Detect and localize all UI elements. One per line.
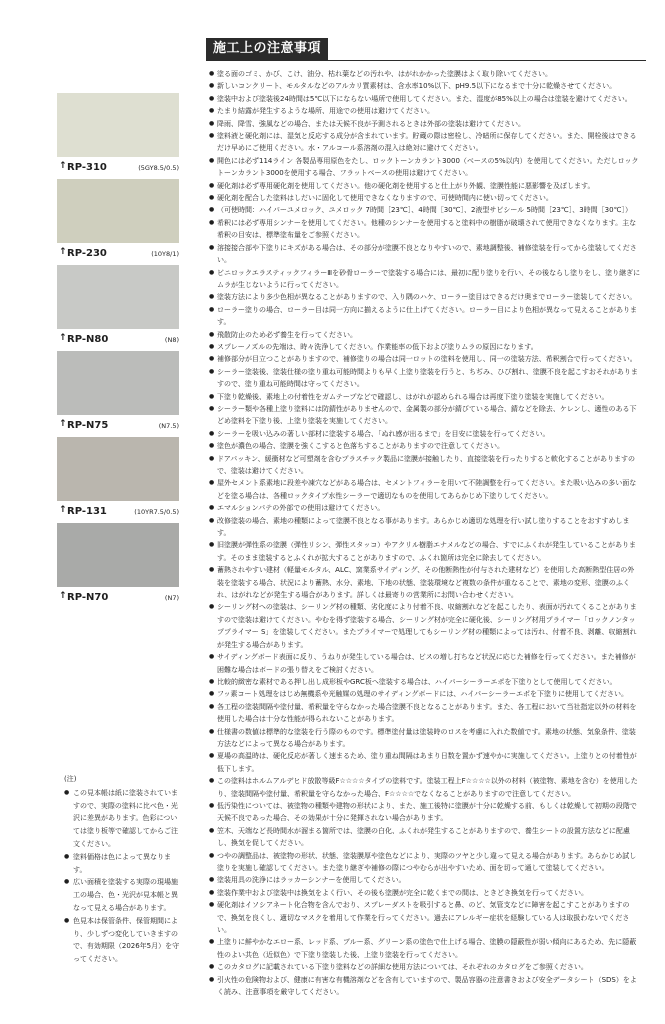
precaution-item: ● 飛散防止のため必ず養生を行ってください。 — [209, 329, 641, 341]
swatch-munsell-value: (N8) — [164, 336, 179, 344]
swatch-label — [57, 162, 179, 174]
precaution-item: ● 下塗り乾燥後、素地上の付着性をガムテープなどで確認し、はがれが認められる場合は再度下塗り塗装を実施してください。 — [209, 391, 641, 403]
swatch-code: RP-230 — [67, 248, 107, 259]
note-item: ● 広い面積を塗装する実際の現場施工の場合、色・光沢が見本帳と異なって見える場合があります。 — [64, 876, 182, 914]
precaution-item: ● 仕様書の数値は標準的な塗装を行う際のものです。標準塗付量は塗装時のロスを考慮に入れた数値です。素地の状態、気象条件、塗装方法などによって異なる場合があります。 — [209, 726, 641, 751]
swatch-munsell-value: (10Y8/1) — [151, 250, 179, 258]
precaution-item: ● 塗装方法により多少色相が異なることがありますので、入り隅のハケ、ローラー塗目はできるだけ奥までローラー塗装してください。 — [209, 291, 641, 303]
precaution-item: ● つやの調整品は、被塗物の形状、状態、塗装膜厚や塗色などにより、実際のツヤと少し違って見える場合があります。あらかじめ試し塗りを実施し確認してください。また塗り継ぎや補修の際につやむらが出やすいため、面を切って通して塗装してください。 — [209, 850, 641, 875]
precaution-item: ● エマルションパテの外部での使用は避けてください。 — [209, 502, 641, 514]
precaution-item: ● 蓄熱されやすい建材（軽量モルタル、ALC、窯業系サイディング、その他断熱性が付与された建材など）を使用した高断熱型住居の外装を塗装する場合、状況により蓄熱、水分、素地、下地の状態、塗装環境など複数の条件が重なることで、素地の変形、塗膜のふくれ、はがれなどが発生する場合があります。詳しくは最寄りの営業所にお問い合わせください。 — [209, 564, 641, 601]
swatch-label — [57, 420, 179, 432]
precaution-item: ● 希釈には必ず専用シンナーを使用してください。他種のシンナーを使用すると塗料中の樹脂が破壊されて使用できなくなります。主な希釈の目安は、標準塗布量をご参照ください。 — [209, 217, 641, 242]
precaution-list — [209, 68, 641, 998]
precaution-item: ● 比較的緻密な素材である押し出し成形板やGRC板へ塗装する場合は、ハイパーシーラーエポを下塗りとして使用してください。 — [209, 676, 641, 688]
swatch-munsell-value: (10YR7.5/0.5) — [134, 508, 179, 516]
swatch-munsell-value: (N7) — [164, 594, 179, 602]
color-swatch — [57, 179, 179, 265]
precaution-item: ● シーラー類や各種上塗り塗料には防錆性がありませんので、金属製の部分が錆びている場合、錆などを除去、ケレンし、適性のある下どめ塗料を下塗り後、上塗り塗装を実施してください。 — [209, 403, 641, 428]
section-divider — [206, 60, 646, 61]
swatch-label — [57, 248, 179, 260]
note-item: ● 色見本は保管条件、保管期間により、少しずつ変化していきますので、有効期限（2026年5月）を守ってください。 — [64, 915, 182, 966]
color-swatch — [57, 351, 179, 437]
up-arrow-icon: ↑ — [59, 419, 67, 429]
swatch-label — [57, 592, 179, 604]
precautions-block — [209, 68, 641, 998]
swatch-color-chip — [57, 93, 179, 157]
notes-heading: (注) — [64, 775, 77, 783]
precaution-item: ● シーラーを吸い込みの著しい部材に塗装する場合、「ぬれ感が出るまで」を目安に塗装を行ってください。 — [209, 428, 641, 440]
swatch-code: RP-131 — [67, 506, 107, 517]
swatch-munsell-value: (N7.5) — [158, 422, 179, 430]
precaution-item: ● ドアパッキン、緩衝材など可塑剤を含むプラスチック製品に塗膜が接触したり、直接塗装を行ったりすると軟化することがありますので、塗装は避けてください。 — [209, 453, 641, 478]
swatch-label — [57, 506, 179, 518]
precaution-item: ● 塗料液と硬化剤には、湿気と反応する成分が含まれています。貯蔵の際は密栓し、冷暗所に保存してください。また、開栓後はできるだけ早めにご使用ください。水・アルコール系溶剤の混入は絶対に避けてください。 — [209, 130, 641, 155]
section-title: 施工上の注意事項 — [206, 38, 328, 60]
up-arrow-icon: ↑ — [59, 247, 67, 257]
precaution-item: ● シーリング材への塗装は、シーリング材の種類、劣化度により付着不良、収縮割れなどを起こしたり、表面が汚れてくることがありますので塗装は避けてください。やむを得ず塗装する場合、シーリング材が完全に硬化後、シーリング材用プライマー「ロックノンタッププライマー S」を塗装してください。またプライマーで処理してもシーリング材の種類によっては汚れ、付着不良、剥離、収縮割れが発生する場合があります。 — [209, 601, 641, 651]
precaution-item: ● このカタログに記載されている下塗り塗料などの詳細な使用方法については、それぞれのカタログをご参照ください。 — [209, 961, 641, 973]
precaution-item: ● （可使時間：ハイパーユメロック、ユメロック 7時間［23℃］、4時間［30℃］、2液型サビシール 5時間［23℃］、3時間［30℃］） — [209, 204, 641, 216]
precaution-item: ● 降雨、降雪、強風などの場合、または天候不良が予測されるときは外部の塗装は避けてください。 — [209, 118, 641, 130]
precaution-item: ● たまり結露が発生するような場所、用途での使用は避けてください。 — [209, 105, 641, 117]
precaution-item: ● シーラー塗装後、塗装仕様の塗り重ね可能時間よりも早く上塗り塗装を行うと、ちぢみ、ひび割れ、塗膜不良を起こすおそれがありますので、塗り重ね可能時間は守ってください。 — [209, 366, 641, 391]
swatch-code: RP-N80 — [67, 334, 109, 345]
precaution-item: ● 塗る面のゴミ、かび、こけ、油分、枯れ葉などの汚れや、はがれかかった塗膜はよく取り除いてください。 — [209, 68, 641, 80]
up-arrow-icon: ↑ — [59, 161, 67, 171]
color-swatch — [57, 93, 179, 179]
swatch-color-chip — [57, 351, 179, 415]
precaution-item: ● 塗装作業中および塗装中は換気をよく行い、その後も塗膜が完全に乾くまでの間は、ときどき換気を行ってください。 — [209, 887, 641, 899]
color-swatch — [57, 437, 179, 523]
precaution-item: ● 引火性の危険物および、健康に有害な有機溶剤などを含有していますので、製品容器の注意書きおよび安全データシート（SDS）をよく読み、注意事項を厳守してください。 — [209, 974, 641, 999]
note-item: ● この見本帳は紙に塗装されていますので、実際の塗料に比べ色・光沢に差異があります。色彩については塗り板等で確認してからご注文ください。 — [64, 787, 182, 851]
up-arrow-icon: ↑ — [59, 591, 67, 601]
notes-block — [64, 773, 182, 966]
up-arrow-icon: ↑ — [59, 333, 67, 343]
precaution-item: ● 塗装中および塗装後24時間は5℃以下にならない場所で使用してください。また、湿度が85%以上の場合は塗装を避けてください。 — [209, 93, 641, 105]
swatch-code: RP-N75 — [67, 420, 109, 431]
precaution-item: ● 塗装用具の洗浄にはラッカーシンナーを使用してください。 — [209, 874, 641, 886]
note-item: ● 塗料価格は色によって異なります。 — [64, 851, 182, 877]
precaution-item: ● 旧塗膜が弾性系の塗膜（弾性リシン、弾性スタッコ）やアクリル樹脂エナメルなどの場合、すでにふくれが発生していることがあります。そのまま塗装するとふくれが拡大することがありますので、ふくれ箇所は完全に除去してください。 — [209, 539, 641, 564]
color-swatch — [57, 265, 179, 351]
precaution-item: ● ローラー塗りの場合、ローラー目は同一方向に揃えるように仕上げてください。ローラー目により色相が異なって見えることがあります。 — [209, 304, 641, 329]
swatch-color-chip — [57, 179, 179, 243]
swatch-color-chip — [57, 265, 179, 329]
swatch-color-chip — [57, 437, 179, 501]
precaution-item: ● 塗色が濃色の場合、塗膜を強くこすると色落ちすることがありますので注意してください。 — [209, 440, 641, 452]
swatch-code: RP-310 — [67, 162, 107, 173]
section-header — [206, 37, 646, 59]
precaution-item: ● 改修塗装の場合、素地の種類によって塗膜不良となる事があります。あらかじめ適切な処理を行い試し塗りすることをおすすめします。 — [209, 515, 641, 540]
precaution-item: ● サイディングボード表面に反り、うねりが発生している場合は、ビスの増し打ちなど状況に応じた補修を行ってください。また補修が困難な場合はボードの張り替えをご検討ください。 — [209, 651, 641, 676]
precaution-item: ● この塗料はホルムアルデヒド放散等級F☆☆☆☆タイプの塗料です。塗装工程上F☆☆☆☆以外の材料（被塗物、素地を含む）を使用したり、塗装間隔や塗付量、希釈量を守らなかった場合、F☆☆☆☆でなくなることがありますので注意してください。 — [209, 775, 641, 800]
notes-list — [64, 787, 182, 966]
precaution-item: ● 溶接接合部や下塗りにキズがある場合は、その部分が塗膜不良となりやすいので、素地調整後、補修塗装を行ってから塗装してください。 — [209, 242, 641, 267]
precaution-item: ● スプレーノズルの先端は、時々洗浄してください。作業能率の低下および塗りムラの原因になります。 — [209, 341, 641, 353]
swatch-code: RP-N70 — [67, 592, 109, 603]
precaution-item: ● 低汚染性については、被塗物の種類や建物の形状により、また、施工後特に塗膜が十分に乾燥する前、もしくは乾燥して初期の段階で天候不良であった場合、その効果が十分に発揮されない場合があります。 — [209, 800, 641, 825]
color-swatch-list — [57, 93, 179, 609]
up-arrow-icon: ↑ — [59, 505, 67, 515]
precaution-item: ● 屋外セメント系素地に段差や凍穴などがある場合は、セメントフィラーを用いて不陸調整を行ってください。また吸い込みの多い面などを塗る場合は、各種ロックタイプ水性シーラーで適切なものを使用してあらかじめ下塗りしてください。 — [209, 477, 641, 502]
swatch-label — [57, 334, 179, 346]
precaution-item: ● 開色には必ず114ライン 各製品専用原色をたし、ロックトーンカラント3000（ベースの5%以内）を使用してください。ただしロックトーンカラント3000を使用する場合、フラットベースの使用は避けてください。 — [209, 155, 641, 180]
color-swatch — [57, 523, 179, 609]
precaution-item: ● 各工程の塗装間隔や塗付量、希釈量を守らなかった場合塗膜不良となることがあります。また、各工程において当社指定以外の材料を使用した場合は十分な性能が得られないことがあります。 — [209, 701, 641, 726]
precaution-item: ● 夏場の高温時は、硬化反応が著しく速まるため、塗り重ね間隔はあまり日数を置かず速やかに実施してください。上塗りとの付着性が低下します。 — [209, 750, 641, 775]
precaution-item: ● 硬化剤は必ず専用硬化剤を使用してください。他の硬化剤を使用すると仕上がり外観、塗膜性能に悪影響を及ぼします。 — [209, 180, 641, 192]
precaution-item: ● フッ素コート処理をはじめ無機系や光触媒の処理のサイディングボードには、ハイパーシーラーエポを下塗りに使用してください。 — [209, 688, 641, 700]
precaution-item: ● 笠木、天端など長時間水が溜まる箇所では、塗膜の白化、ふくれが発生することがありますので、養生シートの設置方法などに配慮し、換気を促してください。 — [209, 825, 641, 850]
precaution-item: ● 新しいコンクリート、モルタルなどのアルカリ質素材は、含水率10%以下、pH9.5以下になるまで十分に乾燥させてください。 — [209, 80, 641, 92]
swatch-color-chip — [57, 523, 179, 587]
swatch-munsell-value: (5GY8.5/0.5) — [138, 164, 179, 172]
precaution-item: ● 補修部分が目立つことがありますので、補修塗りの場合は同一ロットの塗料を使用し、同一の塗装方法、希釈割合で行ってください。 — [209, 353, 641, 365]
precaution-item: ● ビニロックエラスティックフィラーⅢを砂骨ローラーで塗装する場合には、最初に配り塗りを行い、その後ならし塗りをし、塗り継ぎにムラが生じないように行ってください。 — [209, 267, 641, 292]
precaution-item: ● 上塗りに鮮やかなエロー系、レッド系、ブルー系、グリーン系の塗色で仕上げる場合、塗膜の隠蔽性が弱い傾向にあるため、先に隠蔽性のよい共色（近似色）で下塗り塗装した後、上塗り塗装を行ってください。 — [209, 936, 641, 961]
precaution-item: ● 硬化剤はイソシアネート化合物を含んでおり、スプレーダストを吸引すると鼻、のど、気管支などに障害を起こすことがありますので、換気を良くし、適切なマスクを着用して作業を行ってください。過去にアレルギー症状を経験している人は取扱わないでください。 — [209, 899, 641, 936]
precaution-item: ● 硬化剤を配合した塗料はしだいに固化して使用できなくなりますので、可使時間内に使い切ってください。 — [209, 192, 641, 204]
